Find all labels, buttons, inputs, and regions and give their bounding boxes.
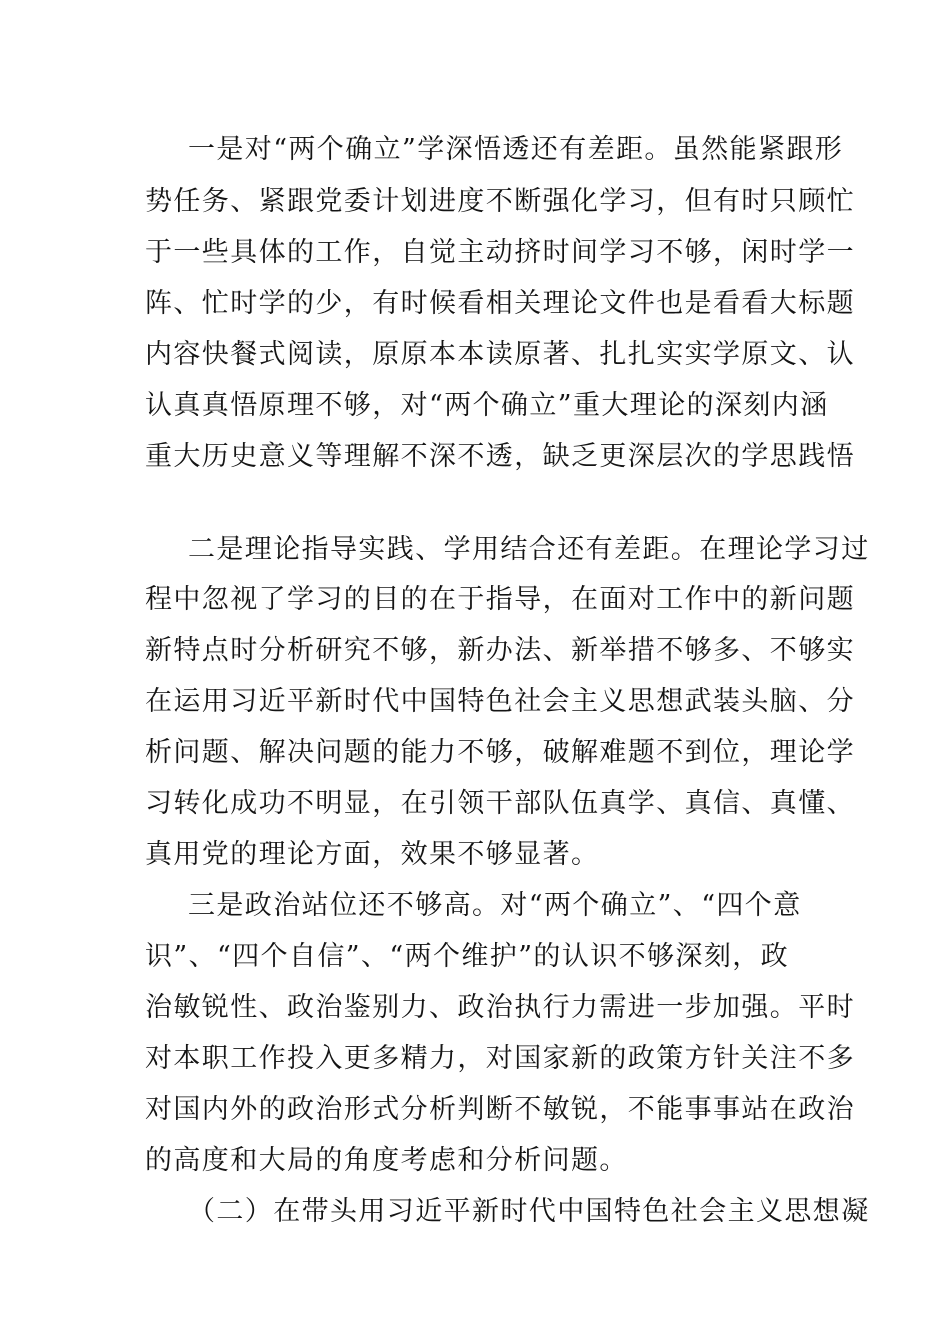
paragraph-3-line-6: 的高度和大局的角度考虑和分析问题。	[145, 1145, 628, 1176]
paragraph-1-line-3: 于一些具体的工作，自觉主动挤时间学习不够，闲时学一	[145, 237, 855, 268]
paragraph-2-line-7: 真用党的理论方面，效果不够显著。	[145, 839, 600, 870]
paragraph-1-line-6: 认真真悟原理不够，对“两个确立”重大理论的深刻内涵	[145, 390, 829, 421]
paragraph-2-line-6: 习转化成功不明显，在引领干部队伍真学、真信、真懂、	[145, 788, 855, 819]
paragraph-1-line-2: 势任务、紧跟党委计划进度不断强化学习，但有时只顾忙	[145, 186, 855, 217]
paragraph-2-line-3: 新特点时分析研究不够，新办法、新举措不够多、不够实	[145, 635, 855, 666]
paragraph-1-line-1: 一是对“两个确立”学深悟透还有差距。虽然能紧跟形	[188, 134, 844, 165]
paragraph-1-line-5: 内容快餐式阅读，原原本本读原著、扎扎实实学原文、认	[145, 339, 855, 370]
paragraph-1-line-7: 重大历史意义等理解不深不透，缺乏更深层次的学思践悟	[145, 441, 855, 472]
paragraph-2-line-2: 程中忽视了学习的目的在于指导，在面对工作中的新问题	[145, 584, 855, 615]
paragraph-2-line-5: 析问题、解决问题的能力不够，破解难题不到位，理论学	[145, 737, 855, 768]
paragraph-2-line-1: 二是理论指导实践、学用结合还有差距。在理论学习过	[188, 534, 870, 565]
paragraph-1-line-4: 阵、忙时学的少，有时候看相关理论文件也是看看大标题	[145, 288, 855, 319]
paragraph-3-line-3: 治敏锐性、政治鉴别力、政治执行力需进一步加强。平时	[145, 992, 855, 1023]
paragraph-3-line-2: 识”、“四个自信”、“两个维护”的认识不够深刻，政	[145, 941, 790, 972]
paragraph-2-line-4: 在运用习近平新时代中国特色社会主义思想武装头脑、分	[145, 686, 855, 717]
paragraph-3-line-4: 对本职工作投入更多精力，对国家新的政策方针关注不多	[145, 1043, 855, 1074]
section-heading-2: （二）在带头用习近平新时代中国特色社会主义思想凝	[188, 1196, 870, 1227]
paragraph-3-line-1: 三是政治站位还不够高。对“两个确立”、“四个意	[188, 890, 802, 921]
paragraph-3-line-5: 对国内外的政治形式分析判断不敏锐，不能事事站在政治	[145, 1094, 855, 1125]
